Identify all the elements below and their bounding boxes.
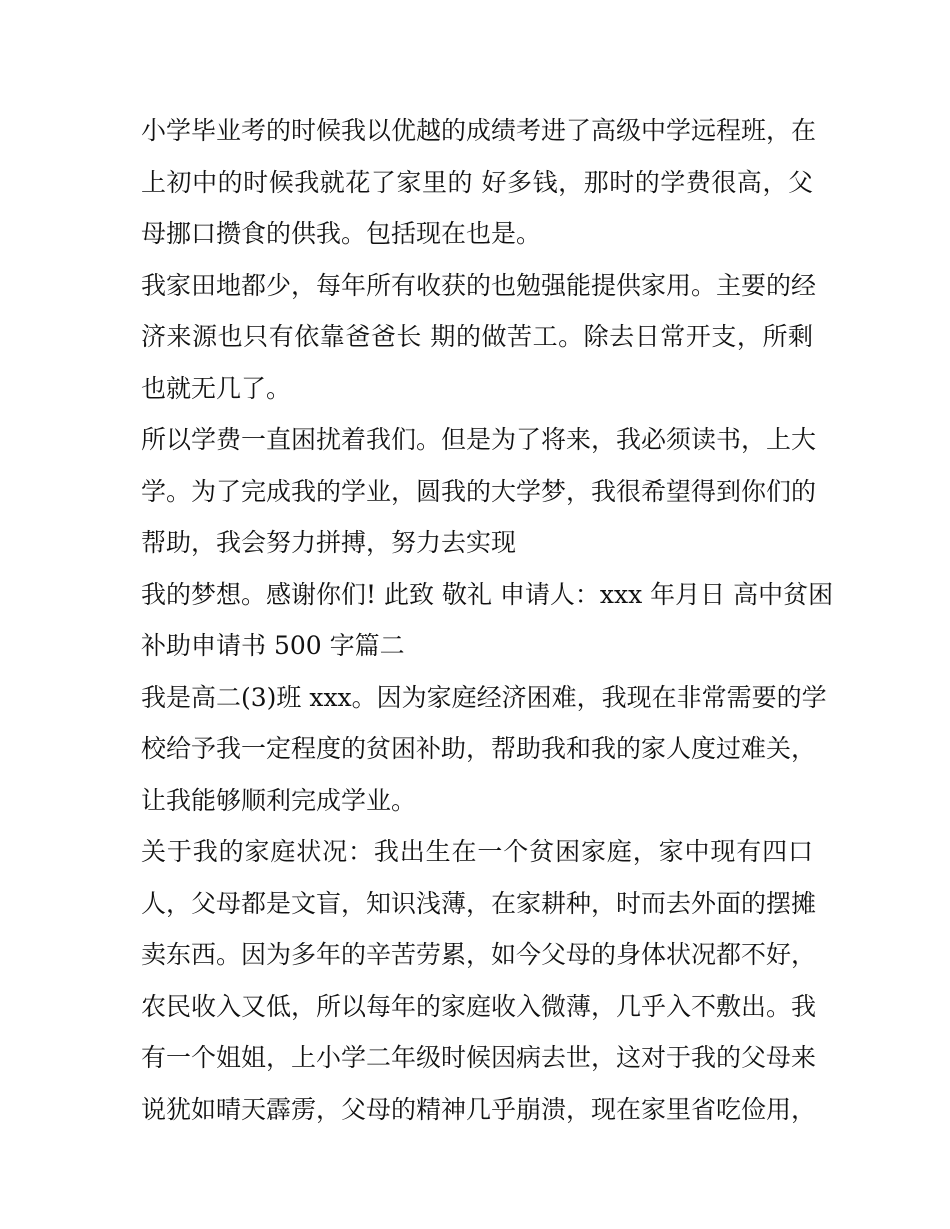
text-line: 有一个姐姐，上小学二年级时候因病去世，这对于我的父母来 (141, 1043, 817, 1072)
text-line: 人，父母都是文盲，知识浅薄，在家耕种，时而去外面的摆摊 (141, 888, 817, 918)
text-line: 让我能够顺利完成学业。 (141, 785, 417, 815)
text-line: 我是高二(3)班 xxx。因为家庭经济困难，我现在非常需要的学 (141, 682, 827, 712)
text-line: 卖东西。因为多年的辛苦劳累，如今父母的身体状况都不好， (141, 940, 817, 969)
text-line: 济来源也只有依靠爸爸长 期的做苦工。除去日常开支，所剩 (141, 322, 813, 351)
text-line: 所以学费一直困扰着我们。但是为了将来，我必须读书，上大 (141, 425, 817, 454)
text-line: 我的梦想。感谢你们! 此致 敬礼 申请人：xxx 年月日 高中贫困 (141, 579, 834, 609)
body-text (141, 105, 834, 1135)
text-line: 小学毕业考的时候我以优越的成绩考进了高级中学远程班，在 (141, 116, 817, 145)
text-line: 校给予我一定程度的贫困补助，帮助我和我的家人度过难关， (141, 734, 817, 763)
text-line: 关于我的家庭状况：我出生在一个贫困家庭，家中现有四口 (141, 837, 813, 866)
text-line: 学。为了完成我的学业，圆我的大学梦，我很希望得到你们的 (141, 476, 817, 506)
text-line: 补助申请书 500 字篇二 (141, 631, 405, 660)
text-line: 帮助，我会努力拼搏，努力去实现 (141, 528, 517, 557)
text-line: 母挪口攒食的供我。包括现在也是。 (141, 219, 542, 248)
text-line: 也就无几了。 (141, 373, 292, 403)
text-line: 说犹如晴天霹雳，父母的精神几乎崩溃，现在家里省吃俭用， (141, 1094, 817, 1124)
text-line: 我家田地都少，每年所有收获的也勉强能提供家用。主要的经 (141, 270, 817, 300)
text-line: 上初中的时候我就花了家里的 好多钱，那时的学费很高，父 (141, 167, 813, 197)
text-line: 农民收入又低，所以每年的家庭收入微薄，几乎入不敷出。我 (141, 991, 817, 1021)
